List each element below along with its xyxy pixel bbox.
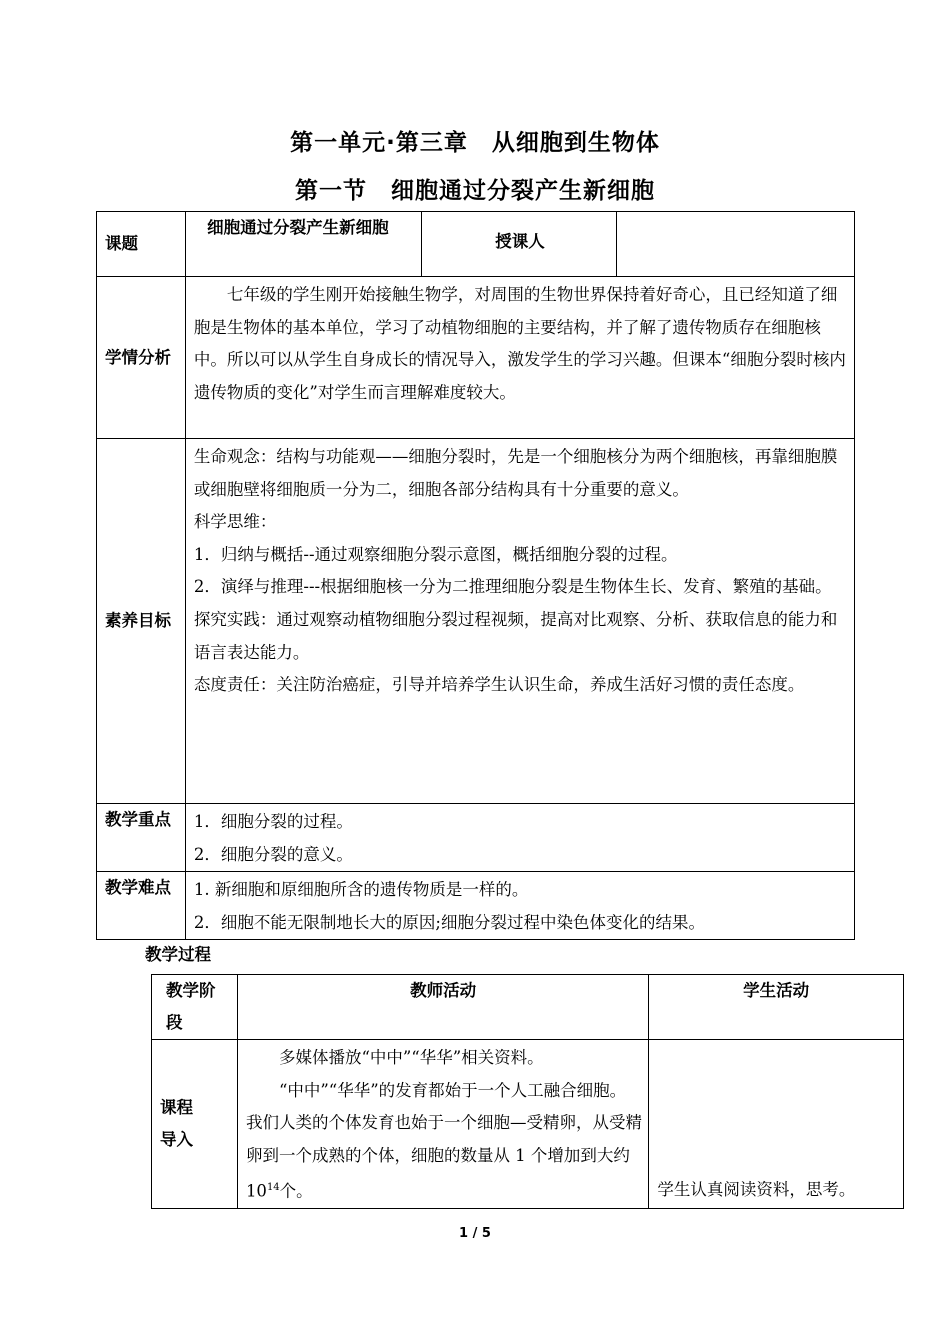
exponent: 14	[266, 1182, 280, 1194]
page-number: 1 / 5	[459, 1226, 491, 1241]
lesson-info-table	[96, 211, 855, 940]
goal-line: 生命观念：结构与功能观——细胞分裂时，先是一个细胞核分为两个细胞核，再靠细胞膜或细胞壁将细胞质一分为二，细胞各部分结构具有十分重要的意义。	[193, 447, 838, 499]
teacher-text-end: 个。	[279, 1181, 313, 1201]
student-cell: 学生认真阅读资料，思考。	[649, 1040, 904, 1209]
difficult-cell	[185, 872, 854, 940]
teacher-header: 教师活动	[237, 975, 648, 1040]
process-heading: 教学过程	[145, 945, 211, 964]
document-title: 第一单元·第三章 从细胞到生物体	[290, 130, 660, 156]
key-label: 教学重点	[97, 804, 186, 872]
student-header: 学生活动	[649, 975, 904, 1040]
process-table	[151, 974, 904, 1209]
key-point: 1．细胞分裂的过程。	[193, 812, 353, 831]
key-point: 2．细胞分裂的意义。	[193, 844, 353, 864]
teacher-value	[617, 212, 855, 277]
key-cell	[185, 804, 854, 872]
goals-cell	[185, 439, 854, 804]
difficult-label: 教学难点	[97, 872, 186, 940]
stage-cell: 课程导入	[152, 1040, 238, 1209]
teacher-label: 授课人	[421, 212, 617, 277]
difficult-point: 2．细胞不能无限制地长大的原因;细胞分裂过程中染色体变化的结果。	[193, 912, 705, 932]
teacher-paragraph	[246, 1075, 642, 1209]
section-title: 第一节 细胞通过分裂产生新细胞	[295, 178, 655, 204]
table-row	[97, 872, 855, 940]
analysis-cell	[185, 277, 854, 439]
table-row	[97, 212, 855, 277]
table-row	[152, 975, 904, 1040]
goal-line: 态度责任：关注防治癌症，引导并培养学生认识生命，养成生活好习惯的责任态度。	[193, 675, 805, 695]
stage-header: 教学阶段	[152, 975, 238, 1040]
difficult-point: 1. 新细胞和原细胞所含的遗传物质是一样的。	[193, 880, 529, 900]
teacher-cell	[237, 1040, 648, 1209]
teacher-paragraph: 多媒体播放“中中”“华华”相关资料。	[278, 1048, 544, 1067]
goal-line: 科学思维：	[193, 512, 277, 532]
analysis-label: 学情分析	[97, 277, 186, 439]
goal-line: 2．演绎与推理---根据细胞核一分为二推理细胞分裂是生物体生长、发育、繁殖的基础。	[193, 577, 832, 597]
analysis-text: 七年级的学生刚开始接触生物学，对周围的生物世界保持着好奇心，且已经知道了细胞是生物体的基本单位，学习了动植物细胞的主要结构，并了解了遗传物质存在细胞核中。所以可以从学生自身成长的情况导入，激发学生的学习兴趣。但课本“细胞分裂时核内遗传物质的变化”对学生而言理解难度较大。	[193, 285, 846, 402]
topic-label: 课题	[97, 212, 186, 277]
goals-label: 素养目标	[97, 439, 186, 804]
table-row	[152, 1040, 904, 1209]
table-row	[97, 804, 855, 872]
goal-line: 1．归纳与概括--通过观察细胞分裂示意图，概括细胞分裂的过程。	[193, 544, 678, 564]
topic-value: 细胞通过分裂产生新细胞	[185, 212, 421, 277]
table-row	[97, 439, 855, 804]
teacher-text: “中中”“华华”的发育都始于一个人工融合细胞。我们人类的个体发育也始于一个细胞—受精卵，从受精卵到一个成熟的个体，细胞的数量从 1 个增加到大约 10	[245, 1080, 642, 1201]
goal-line: 探究实践：通过观察动植物细胞分裂过程视频，提高对比观察、分析、获取信息的能力和语言表达能力。	[193, 609, 838, 662]
table-row	[97, 277, 855, 439]
